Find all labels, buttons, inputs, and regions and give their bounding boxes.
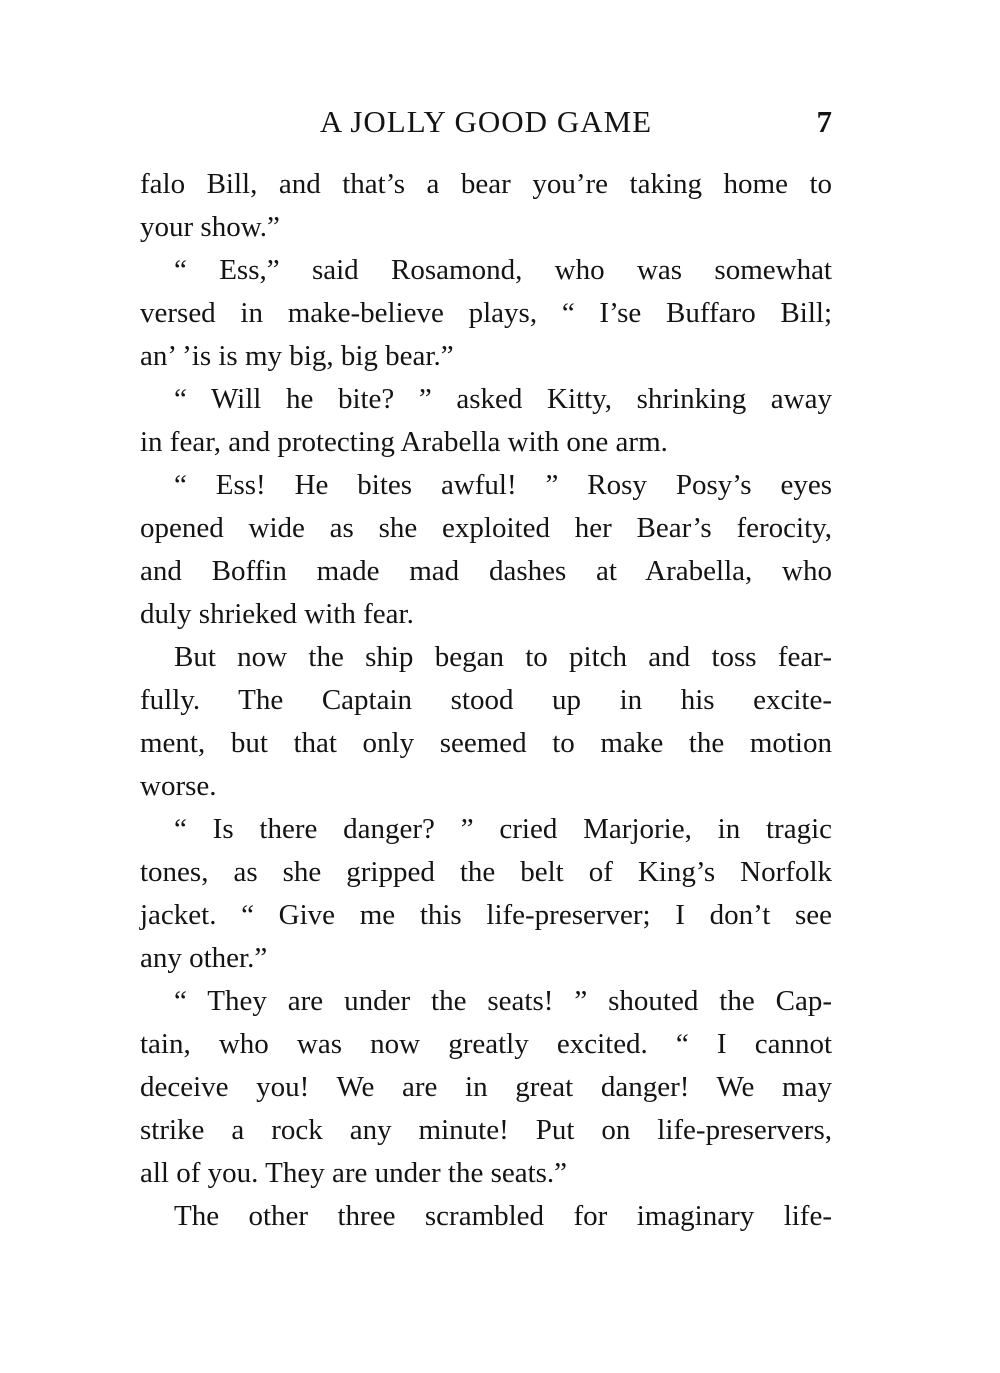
text-line: “ They are under the seats! ” shouted the Cap- — [174, 985, 832, 1017]
text-line: and Boffin made mad dashes at Arabella, who — [140, 555, 832, 587]
text-line: tones, as she gripped the belt of King’s Norfolk — [140, 856, 832, 888]
page-number: 7 — [816, 104, 832, 139]
text-line: in fear, and protecting Arabella with one arm. — [140, 426, 668, 458]
body-text — [140, 163, 832, 1238]
text-line: falo Bill, and that’s a bear you’re taking home to — [140, 168, 832, 200]
text-line: “ Ess! He bites awful! ” Rosy Posy’s eyes — [174, 469, 832, 501]
text-line: opened wide as she exploited her Bear’s ferocity, — [140, 512, 832, 544]
text-line: “ Ess,” said Rosamond, who was somewhat — [174, 254, 832, 286]
text-line: all of you. They are under the seats.” — [140, 1157, 568, 1189]
text-line: The other three scrambled for imaginary life- — [174, 1200, 832, 1232]
text-line: an’ ’is is my big, big bear.” — [140, 340, 454, 372]
page-header — [140, 100, 832, 144]
text-line: duly shrieked with fear. — [140, 598, 414, 630]
text-line: “ Is there danger? ” cried Marjorie, in tragic — [174, 813, 832, 845]
text-line: versed in make-believe plays, “ I’se Buffaro Bill; — [140, 297, 832, 329]
text-line: fully. The Captain stood up in his excite- — [140, 684, 832, 716]
running-title: A JOLLY GOOD GAME — [319, 104, 653, 139]
text-line: jacket. “ Give me this life-preserver; I don’t see — [140, 899, 832, 931]
text-line: tain, who was now greatly excited. “ I cannot — [140, 1028, 832, 1060]
text-line: strike a rock any minute! Put on life-preservers, — [140, 1114, 832, 1146]
text-line: any other.” — [140, 942, 268, 974]
text-line: your show.” — [140, 211, 280, 243]
text-line: But now the ship began to pitch and toss fear- — [174, 641, 832, 673]
text-line: deceive you! We are in great danger! We may — [140, 1071, 832, 1103]
text-line: ment, but that only seemed to make the motion — [140, 727, 832, 759]
text-line: “ Will he bite? ” asked Kitty, shrinking away — [174, 383, 832, 415]
text-line: worse. — [140, 770, 217, 802]
